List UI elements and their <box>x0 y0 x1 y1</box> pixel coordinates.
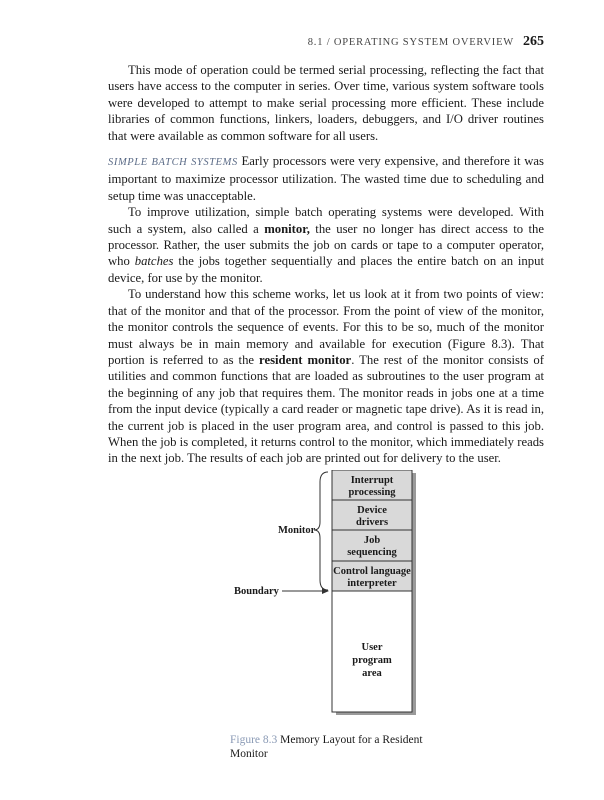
paragraph-text: Early processors were very expensive, and therefore it was important to maximize processor utilization. The wasted time due to scheduling and setup time was unacceptable. <box>108 154 544 203</box>
user-area-label-1: User <box>361 642 383 653</box>
caption-text: Memory Layout for a Resident Monitor <box>230 734 423 760</box>
job-sequencing-label-1: Job <box>363 535 381 546</box>
user-area-label-3: area <box>362 668 382 679</box>
memory-layout-diagram <box>230 470 430 730</box>
term-batches: batches <box>134 254 174 269</box>
memory-layout-figure <box>230 470 430 760</box>
text-run: the user no longer has direct access to the processor. Rather, the user submits the job on cards or tape to a computer operator, who <box>108 221 544 269</box>
job-sequencing-label-2: sequencing <box>347 547 397 558</box>
paragraph-serial-processing: This mode of operation could be termed serial processing, reflecting the fact that users have access to the computer in series. Over time, various system software tools were developed to attempt to make serial processing more efficient. These include libraries of common functions, linkers, loaders, debuggers, and I/O driver routines that were available as common software for all users. <box>108 63 544 143</box>
control-language-label-2: interpreter <box>347 578 397 589</box>
monitor-label: Monitor <box>278 525 316 536</box>
paragraph-resident-monitor <box>108 286 544 466</box>
paragraph-simple-batch <box>108 153 544 204</box>
device-drivers-label-2: drivers <box>355 517 389 528</box>
page-header <box>108 34 544 54</box>
text-run: . The rest of the monitor consists of utilities and common functions that are loaded as subroutines to the user program at the beginning of any job that requires them. The monitor reads in jobs one at a time from the input device (typically a card reader or magnetic tape drive). As it is read in, the current job is placed in the user program area, and control is passed to this job. When the job is completed, it returns control to the monitor, which immediately reads in the next job. The results of each job are printed out for delivery to the user. <box>108 352 544 466</box>
monitor-brace <box>314 472 328 590</box>
text-run: the jobs together sequentially and places the entire batch on an input device, for use by the monitor. <box>108 254 544 285</box>
figure-caption <box>230 733 450 761</box>
term-resident-monitor: resident monitor <box>259 352 352 367</box>
boundary-label: Boundary <box>234 586 279 597</box>
user-area-label-2: program <box>352 655 392 666</box>
page-number: 265 <box>523 34 544 49</box>
paragraph-monitor <box>108 204 544 286</box>
section-runin-heading: SIMPLE BATCH SYSTEMS <box>108 157 238 169</box>
body-text <box>108 62 544 467</box>
control-language-label-1: Control language <box>333 566 411 577</box>
term-monitor: monitor, <box>264 221 310 236</box>
running-head: 8.1 / OPERATING SYSTEM OVERVIEW <box>307 37 514 48</box>
text-run: To improve utilization, simple batch operating systems were developed. With such a system, also called a <box>108 205 544 236</box>
interrupt-processing-label-1: Interrupt <box>350 475 394 486</box>
text-run: To understand how this scheme works, let us look at it from two points of view: that of the monitor and that of the processor. From the point of view of the monitor, the monitor controls the sequence of events. For this to be so, much of the monitor must always be in main memory and available for execution (Figure 8.3). That portion is referred to as the <box>108 287 544 367</box>
device-drivers-label-1: Device <box>357 505 387 516</box>
interrupt-processing-label-2: processing <box>348 487 396 498</box>
figure-number: Figure 8.3 <box>230 734 278 746</box>
